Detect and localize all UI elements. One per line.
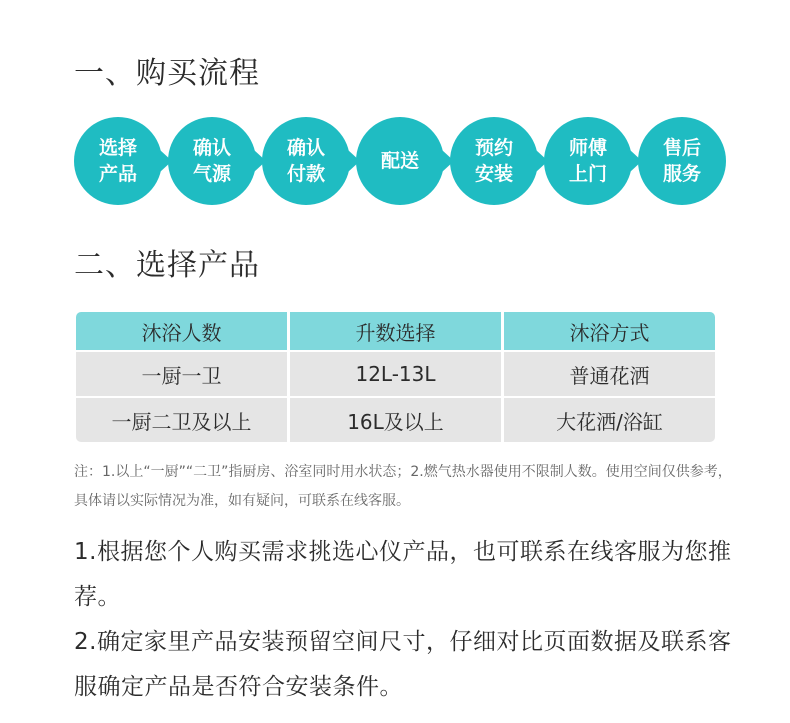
table-cell: 一厨二卫及以上 xyxy=(76,398,287,442)
table-row xyxy=(76,352,715,396)
table-cell: 12L-13L xyxy=(290,352,501,396)
step-label: 选择产品 xyxy=(98,137,137,185)
header-bath-mode: 沐浴方式 xyxy=(504,312,715,350)
table-note: 注：1.以上“一厨”“二卫”指厨房、浴室同时用水状态；2.燃气热水器使用不限制人数。使用空间仅供参考，具体请以实际情况为准，如有疑问，可联系在线客服。 xyxy=(74,464,732,509)
step-after-sales xyxy=(638,117,726,205)
purchase-flow-steps xyxy=(0,0,790,230)
tip-paragraph-1: 1.根据您个人购买需求挑选心仪产品，也可联系在线客服为您推荐。 xyxy=(74,539,732,610)
step-confirm-gas xyxy=(168,117,256,205)
table-cell: 一厨一卫 xyxy=(76,352,287,396)
step-technician-visit xyxy=(544,117,632,205)
tip-paragraph-2: 2.确定家里产品安装预留空间尺寸，仔细对比页面数据及联系客服确定产品是否符合安装条件。 xyxy=(74,629,732,700)
table-cell: 大花洒/浴缸 xyxy=(504,398,715,442)
product-selection-table xyxy=(73,310,718,444)
step-select-product xyxy=(74,117,162,205)
header-bathers: 沐浴人数 xyxy=(76,312,287,350)
header-capacity: 升数选择 xyxy=(290,312,501,350)
step-delivery xyxy=(356,117,444,205)
section-title-select-product: 二、选择产品 xyxy=(74,248,260,283)
step-book-install xyxy=(450,117,538,205)
step-label: 确认付款 xyxy=(286,137,325,185)
table-cell: 16L及以上 xyxy=(290,398,501,442)
section-title-purchase-flow: 一、购买流程 xyxy=(74,56,260,91)
table-row xyxy=(76,398,715,442)
step-label: 配送 xyxy=(380,150,419,172)
step-label: 售后服务 xyxy=(662,137,701,185)
step-label: 师傅上门 xyxy=(568,137,607,185)
step-label: 确认气源 xyxy=(192,137,231,185)
step-label: 预约安装 xyxy=(474,137,513,185)
table-cell: 普通花洒 xyxy=(504,352,715,396)
step-confirm-payment xyxy=(262,117,350,205)
table-header-row xyxy=(76,312,715,350)
